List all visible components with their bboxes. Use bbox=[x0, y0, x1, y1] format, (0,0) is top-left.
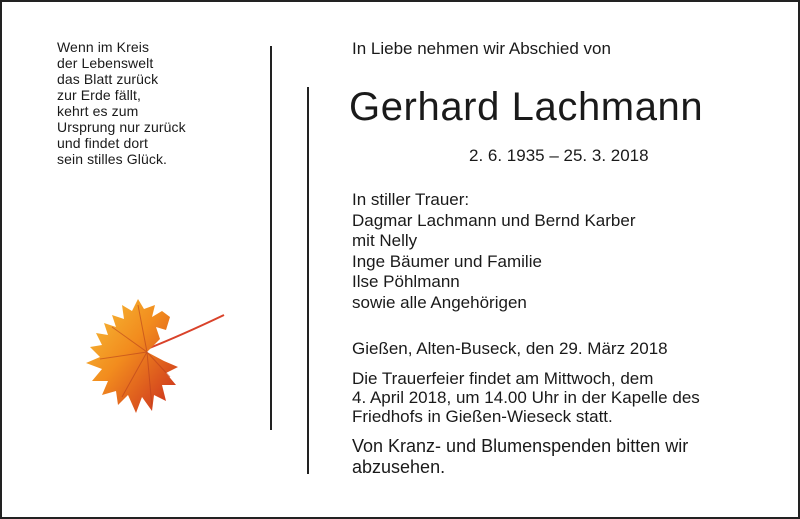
intro-text: In Liebe nehmen wir Abschied von bbox=[352, 39, 611, 58]
mourners-heading: In stiller Trauer: bbox=[352, 190, 470, 209]
divider-right bbox=[307, 87, 309, 474]
mourners-list bbox=[352, 190, 636, 313]
mourner-line: mit Nelly bbox=[352, 231, 418, 250]
ceremony-info: Die Trauerfeier findet am Mittwoch, dem 4. April 2018, um 14.00 Uhr in der Kapelle des Friedhofs in Gießen-Wieseck statt. bbox=[352, 369, 700, 426]
mourner-line: Ilse Pöhlmann bbox=[352, 272, 460, 291]
place-date: Gießen, Alten-Buseck, den 29. März 2018 bbox=[352, 339, 668, 358]
donation-request: Von Kranz- und Blumenspenden bitten wir abzusehen. bbox=[352, 436, 689, 477]
maple-leaf-icon bbox=[52, 297, 232, 427]
deceased-name: Gerhard Lachmann bbox=[349, 85, 704, 129]
life-dates: 2. 6. 1935 – 25. 3. 2018 bbox=[469, 146, 649, 165]
mourner-line: Inge Bäumer und Familie bbox=[352, 251, 542, 271]
mourner-line: Dagmar Lachmann und Bernd Karber bbox=[352, 210, 636, 230]
mourner-line: sowie alle Angehörigen bbox=[352, 292, 527, 312]
poem-text: Wenn im Kreis der Lebenswelt das Blatt zurück zur Erde fällt, kehrt es zum Ursprung nur zurück und findet dort sein stilles Glück. bbox=[57, 39, 186, 167]
divider-left bbox=[270, 46, 272, 430]
